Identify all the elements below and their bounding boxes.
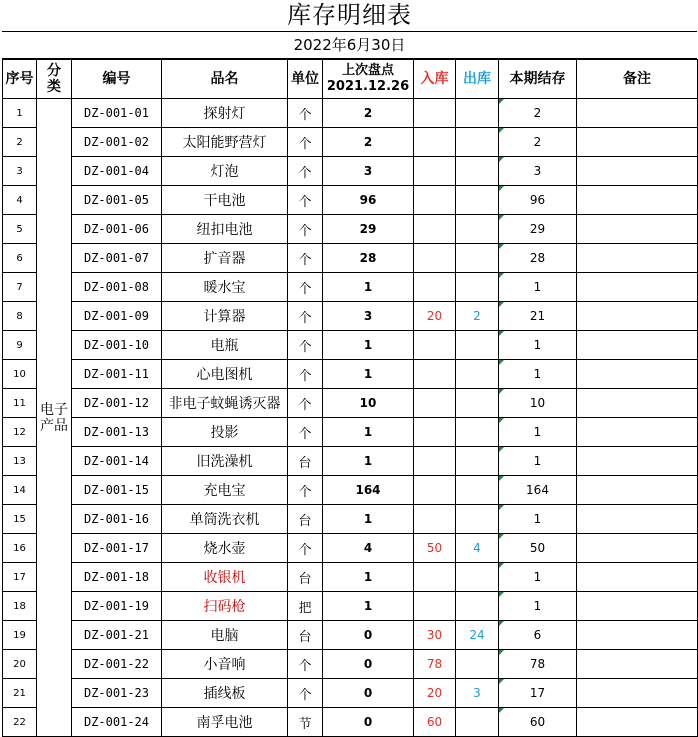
cell-note[interactable] (577, 244, 698, 273)
cell-in[interactable] (414, 99, 456, 128)
cell-prev-count[interactable]: 0 (323, 650, 414, 679)
cell-prev-count[interactable]: 96 (323, 186, 414, 215)
cell-code[interactable]: DZ-001-18 (72, 563, 162, 592)
cell-out[interactable]: 24 (456, 621, 499, 650)
cell-out[interactable] (456, 447, 499, 476)
cell-note[interactable] (577, 128, 698, 157)
cell-prev-count[interactable]: 3 (323, 302, 414, 331)
cell-code[interactable]: DZ-001-12 (72, 389, 162, 418)
cell-prev-count[interactable]: 0 (323, 621, 414, 650)
cell-in[interactable] (414, 273, 456, 302)
cell-balance[interactable]: 2 (499, 99, 577, 128)
cell-balance[interactable]: 2 (499, 128, 577, 157)
cell-unit[interactable]: 节 (288, 708, 323, 737)
cell-unit[interactable]: 台 (288, 505, 323, 534)
cell-out[interactable] (456, 157, 499, 186)
table-row (3, 505, 698, 534)
cell-balance[interactable]: 1 (499, 360, 577, 389)
cell-note[interactable] (577, 476, 698, 505)
cell-code[interactable]: DZ-001-17 (72, 534, 162, 563)
cell-name[interactable]: 电脑 (162, 621, 288, 650)
cell-in[interactable] (414, 418, 456, 447)
table-row (3, 302, 698, 331)
cell-balance[interactable]: 21 (499, 302, 577, 331)
cell-seq[interactable]: 15 (3, 505, 37, 534)
cell-code[interactable]: DZ-001-09 (72, 302, 162, 331)
cell-in[interactable] (414, 244, 456, 273)
cell-in[interactable] (414, 447, 456, 476)
cell-balance[interactable]: 29 (499, 215, 577, 244)
table-row (3, 273, 698, 302)
header-unit[interactable]: 单位 (288, 60, 323, 99)
header-prev-count[interactable] (323, 60, 414, 99)
cell-prev-count[interactable]: 4 (323, 534, 414, 563)
cell-code[interactable]: DZ-001-19 (72, 592, 162, 621)
cell-seq[interactable]: 4 (3, 186, 37, 215)
cell-code[interactable]: DZ-001-11 (72, 360, 162, 389)
header-prev-line1: 上次盘点 (341, 63, 394, 78)
cell-prev-count[interactable]: 29 (323, 215, 414, 244)
cell-unit[interactable]: 个 (288, 650, 323, 679)
cell-name[interactable]: 收银机 (162, 563, 288, 592)
cell-prev-count[interactable]: 1 (323, 592, 414, 621)
cell-in[interactable] (414, 128, 456, 157)
table-row (3, 418, 698, 447)
cell-in[interactable] (414, 215, 456, 244)
cell-seq[interactable]: 9 (3, 331, 37, 360)
table-row (3, 186, 698, 215)
cell-note[interactable] (577, 592, 698, 621)
cell-code[interactable]: DZ-001-07 (72, 244, 162, 273)
cell-out[interactable] (456, 128, 499, 157)
cell-note[interactable] (577, 621, 698, 650)
cell-note[interactable] (577, 650, 698, 679)
cell-category[interactable] (37, 99, 72, 737)
cell-prev-count[interactable]: 3 (323, 157, 414, 186)
cell-out[interactable] (456, 273, 499, 302)
cell-name[interactable]: 投影 (162, 418, 288, 447)
table-row (3, 215, 698, 244)
table-row (3, 360, 698, 389)
cell-out[interactable] (456, 650, 499, 679)
cell-unit[interactable]: 台 (288, 447, 323, 476)
cell-unit[interactable]: 个 (288, 389, 323, 418)
category-line2: 产品 (40, 417, 68, 434)
cell-balance[interactable]: 1 (499, 331, 577, 360)
cell-name[interactable]: 小音响 (162, 650, 288, 679)
cell-unit[interactable]: 个 (288, 186, 323, 215)
cell-unit[interactable]: 个 (288, 128, 323, 157)
cell-balance[interactable]: 1 (499, 563, 577, 592)
header-name[interactable]: 品名 (162, 60, 288, 99)
cell-balance[interactable]: 1 (499, 505, 577, 534)
cell-in[interactable]: 20 (414, 679, 456, 708)
cell-prev-count[interactable]: 1 (323, 505, 414, 534)
table-row (3, 563, 698, 592)
header-category-line2: 类 (47, 79, 61, 95)
cell-code[interactable]: DZ-001-06 (72, 215, 162, 244)
cell-prev-count[interactable]: 1 (323, 273, 414, 302)
cell-seq[interactable]: 16 (3, 534, 37, 563)
sheet-date[interactable]: 2022年6月30日 (2, 32, 697, 59)
header-category[interactable] (37, 60, 72, 99)
cell-seq[interactable]: 18 (3, 592, 37, 621)
cell-out[interactable] (456, 360, 499, 389)
cell-in[interactable]: 20 (414, 302, 456, 331)
cell-in[interactable] (414, 360, 456, 389)
header-code[interactable]: 编号 (72, 60, 162, 99)
cell-unit[interactable]: 个 (288, 418, 323, 447)
cell-name[interactable]: 暖水宝 (162, 273, 288, 302)
cell-code[interactable]: DZ-001-10 (72, 331, 162, 360)
cell-prev-count[interactable]: 2 (323, 99, 414, 128)
cell-seq[interactable]: 11 (3, 389, 37, 418)
cell-prev-count[interactable]: 1 (323, 563, 414, 592)
cell-balance[interactable]: 164 (499, 476, 577, 505)
cell-seq[interactable]: 8 (3, 302, 37, 331)
cell-in[interactable]: 60 (414, 708, 456, 737)
cell-in[interactable] (414, 331, 456, 360)
cell-name[interactable]: 扫码枪 (162, 592, 288, 621)
cell-unit[interactable]: 个 (288, 244, 323, 273)
table-row (3, 331, 698, 360)
header-row (3, 60, 698, 99)
cell-seq[interactable]: 12 (3, 418, 37, 447)
cell-unit[interactable]: 个 (288, 331, 323, 360)
cell-in[interactable] (414, 505, 456, 534)
cell-out[interactable] (456, 418, 499, 447)
cell-code[interactable]: DZ-001-02 (72, 128, 162, 157)
cell-note[interactable] (577, 215, 698, 244)
cell-out[interactable] (456, 592, 499, 621)
table-row (3, 650, 698, 679)
cell-code[interactable]: DZ-001-21 (72, 621, 162, 650)
cell-balance[interactable]: 28 (499, 244, 577, 273)
cell-out[interactable] (456, 244, 499, 273)
header-prev-line2: 2021.12.26 (326, 79, 410, 94)
cell-out[interactable] (456, 331, 499, 360)
cell-unit[interactable]: 个 (288, 157, 323, 186)
cell-name[interactable]: 灯泡 (162, 157, 288, 186)
cell-balance[interactable]: 1 (499, 447, 577, 476)
cell-prev-count[interactable]: 28 (323, 244, 414, 273)
cell-seq[interactable]: 22 (3, 708, 37, 737)
table-row (3, 679, 698, 708)
cell-name[interactable]: 插线板 (162, 679, 288, 708)
cell-in[interactable] (414, 186, 456, 215)
cell-seq[interactable]: 3 (3, 157, 37, 186)
cell-balance[interactable]: 60 (499, 708, 577, 737)
cell-unit[interactable]: 个 (288, 273, 323, 302)
table-row (3, 99, 698, 128)
cell-name[interactable]: 烧水壶 (162, 534, 288, 563)
cell-balance[interactable]: 50 (499, 534, 577, 563)
cell-code[interactable]: DZ-001-23 (72, 679, 162, 708)
cell-unit[interactable]: 个 (288, 99, 323, 128)
cell-in[interactable]: 50 (414, 534, 456, 563)
cell-balance[interactable]: 1 (499, 418, 577, 447)
cell-code[interactable]: DZ-001-08 (72, 273, 162, 302)
cell-code[interactable]: DZ-001-13 (72, 418, 162, 447)
category-line1: 电子 (40, 401, 68, 418)
cell-prev-count[interactable]: 2 (323, 128, 414, 157)
table-row (3, 128, 698, 157)
cell-in[interactable]: 30 (414, 621, 456, 650)
cell-out[interactable]: 2 (456, 302, 499, 331)
table-row (3, 157, 698, 186)
table-body (3, 99, 698, 737)
cell-unit[interactable]: 台 (288, 563, 323, 592)
header-seq[interactable]: 序号 (3, 60, 37, 99)
cell-prev-count[interactable]: 1 (323, 447, 414, 476)
header-in[interactable]: 入库 (414, 60, 456, 99)
cell-balance[interactable]: 1 (499, 592, 577, 621)
cell-code[interactable]: DZ-001-01 (72, 99, 162, 128)
table-row (3, 447, 698, 476)
cell-out[interactable] (456, 476, 499, 505)
header-category-line1: 分 (47, 63, 61, 79)
cell-unit[interactable]: 个 (288, 215, 323, 244)
cell-out[interactable] (456, 186, 499, 215)
cell-prev-count[interactable]: 0 (323, 708, 414, 737)
table-row (3, 244, 698, 273)
cell-prev-count[interactable]: 10 (323, 389, 414, 418)
cell-unit[interactable]: 个 (288, 476, 323, 505)
table-row (3, 389, 698, 418)
cell-in[interactable] (414, 157, 456, 186)
cell-in[interactable] (414, 476, 456, 505)
cell-note[interactable] (577, 679, 698, 708)
inventory-sheet (2, 0, 697, 737)
header-out[interactable]: 出库 (456, 60, 499, 99)
sheet-title[interactable]: 库存明细表 (2, 0, 697, 32)
cell-seq[interactable]: 17 (3, 563, 37, 592)
cell-code[interactable]: DZ-001-16 (72, 505, 162, 534)
cell-prev-count[interactable]: 1 (323, 360, 414, 389)
cell-note[interactable] (577, 418, 698, 447)
cell-note[interactable] (577, 534, 698, 563)
cell-note[interactable] (577, 302, 698, 331)
cell-note[interactable] (577, 331, 698, 360)
cell-code[interactable]: DZ-001-22 (72, 650, 162, 679)
cell-note[interactable] (577, 563, 698, 592)
cell-seq[interactable]: 1 (3, 99, 37, 128)
cell-prev-count[interactable]: 0 (323, 679, 414, 708)
cell-out[interactable] (456, 563, 499, 592)
cell-balance[interactable]: 10 (499, 389, 577, 418)
cell-name[interactable]: 干电池 (162, 186, 288, 215)
cell-out[interactable] (456, 505, 499, 534)
cell-unit[interactable]: 个 (288, 534, 323, 563)
cell-out[interactable] (456, 389, 499, 418)
cell-in[interactable] (414, 563, 456, 592)
cell-name[interactable]: 充电宝 (162, 476, 288, 505)
cell-out[interactable]: 4 (456, 534, 499, 563)
cell-seq[interactable]: 6 (3, 244, 37, 273)
cell-note[interactable] (577, 99, 698, 128)
cell-name[interactable]: 探射灯 (162, 99, 288, 128)
cell-code[interactable]: DZ-001-24 (72, 708, 162, 737)
cell-note[interactable] (577, 708, 698, 737)
table-row (3, 534, 698, 563)
cell-code[interactable]: DZ-001-05 (72, 186, 162, 215)
cell-balance[interactable]: 78 (499, 650, 577, 679)
cell-name[interactable]: 太阳能野营灯 (162, 128, 288, 157)
cell-name[interactable]: 南孚电池 (162, 708, 288, 737)
cell-balance[interactable]: 1 (499, 273, 577, 302)
cell-name[interactable]: 电瓶 (162, 331, 288, 360)
cell-seq[interactable]: 5 (3, 215, 37, 244)
table-row (3, 708, 698, 737)
cell-in[interactable]: 78 (414, 650, 456, 679)
cell-note[interactable] (577, 505, 698, 534)
cell-prev-count[interactable]: 164 (323, 476, 414, 505)
cell-code[interactable]: DZ-001-04 (72, 157, 162, 186)
cell-code[interactable]: DZ-001-14 (72, 447, 162, 476)
cell-note[interactable] (577, 157, 698, 186)
cell-balance[interactable]: 96 (499, 186, 577, 215)
cell-in[interactable] (414, 592, 456, 621)
cell-balance[interactable]: 17 (499, 679, 577, 708)
cell-seq[interactable]: 2 (3, 128, 37, 157)
cell-note[interactable] (577, 186, 698, 215)
cell-unit[interactable]: 把 (288, 592, 323, 621)
header-note[interactable]: 备注 (577, 60, 698, 99)
table-row (3, 592, 698, 621)
cell-prev-count[interactable]: 1 (323, 331, 414, 360)
cell-balance[interactable]: 6 (499, 621, 577, 650)
cell-in[interactable] (414, 389, 456, 418)
cell-balance[interactable]: 3 (499, 157, 577, 186)
table-row (3, 476, 698, 505)
cell-seq[interactable]: 21 (3, 679, 37, 708)
cell-code[interactable]: DZ-001-15 (72, 476, 162, 505)
cell-note[interactable] (577, 273, 698, 302)
cell-unit[interactable]: 个 (288, 360, 323, 389)
cell-seq[interactable]: 13 (3, 447, 37, 476)
cell-seq[interactable]: 20 (3, 650, 37, 679)
cell-unit[interactable]: 个 (288, 679, 323, 708)
table-row (3, 621, 698, 650)
cell-out[interactable] (456, 215, 499, 244)
cell-out[interactable] (456, 99, 499, 128)
cell-unit[interactable]: 个 (288, 302, 323, 331)
cell-name[interactable]: 旧洗澡机 (162, 447, 288, 476)
cell-prev-count[interactable]: 1 (323, 418, 414, 447)
cell-out[interactable]: 3 (456, 679, 499, 708)
cell-note[interactable] (577, 447, 698, 476)
cell-seq[interactable]: 7 (3, 273, 37, 302)
inventory-table (2, 59, 698, 737)
cell-seq[interactable]: 19 (3, 621, 37, 650)
cell-name[interactable]: 心电图机 (162, 360, 288, 389)
cell-seq[interactable]: 10 (3, 360, 37, 389)
cell-out[interactable] (456, 708, 499, 737)
cell-name[interactable]: 非电子蚊蝇诱灭器 (162, 389, 288, 418)
cell-name[interactable]: 扩音器 (162, 244, 288, 273)
cell-unit[interactable]: 台 (288, 621, 323, 650)
cell-name[interactable]: 单筒洗衣机 (162, 505, 288, 534)
cell-seq[interactable]: 14 (3, 476, 37, 505)
cell-note[interactable] (577, 360, 698, 389)
cell-note[interactable] (577, 389, 698, 418)
cell-name[interactable]: 纽扣电池 (162, 215, 288, 244)
header-balance[interactable]: 本期结存 (499, 60, 577, 99)
cell-name[interactable]: 计算器 (162, 302, 288, 331)
